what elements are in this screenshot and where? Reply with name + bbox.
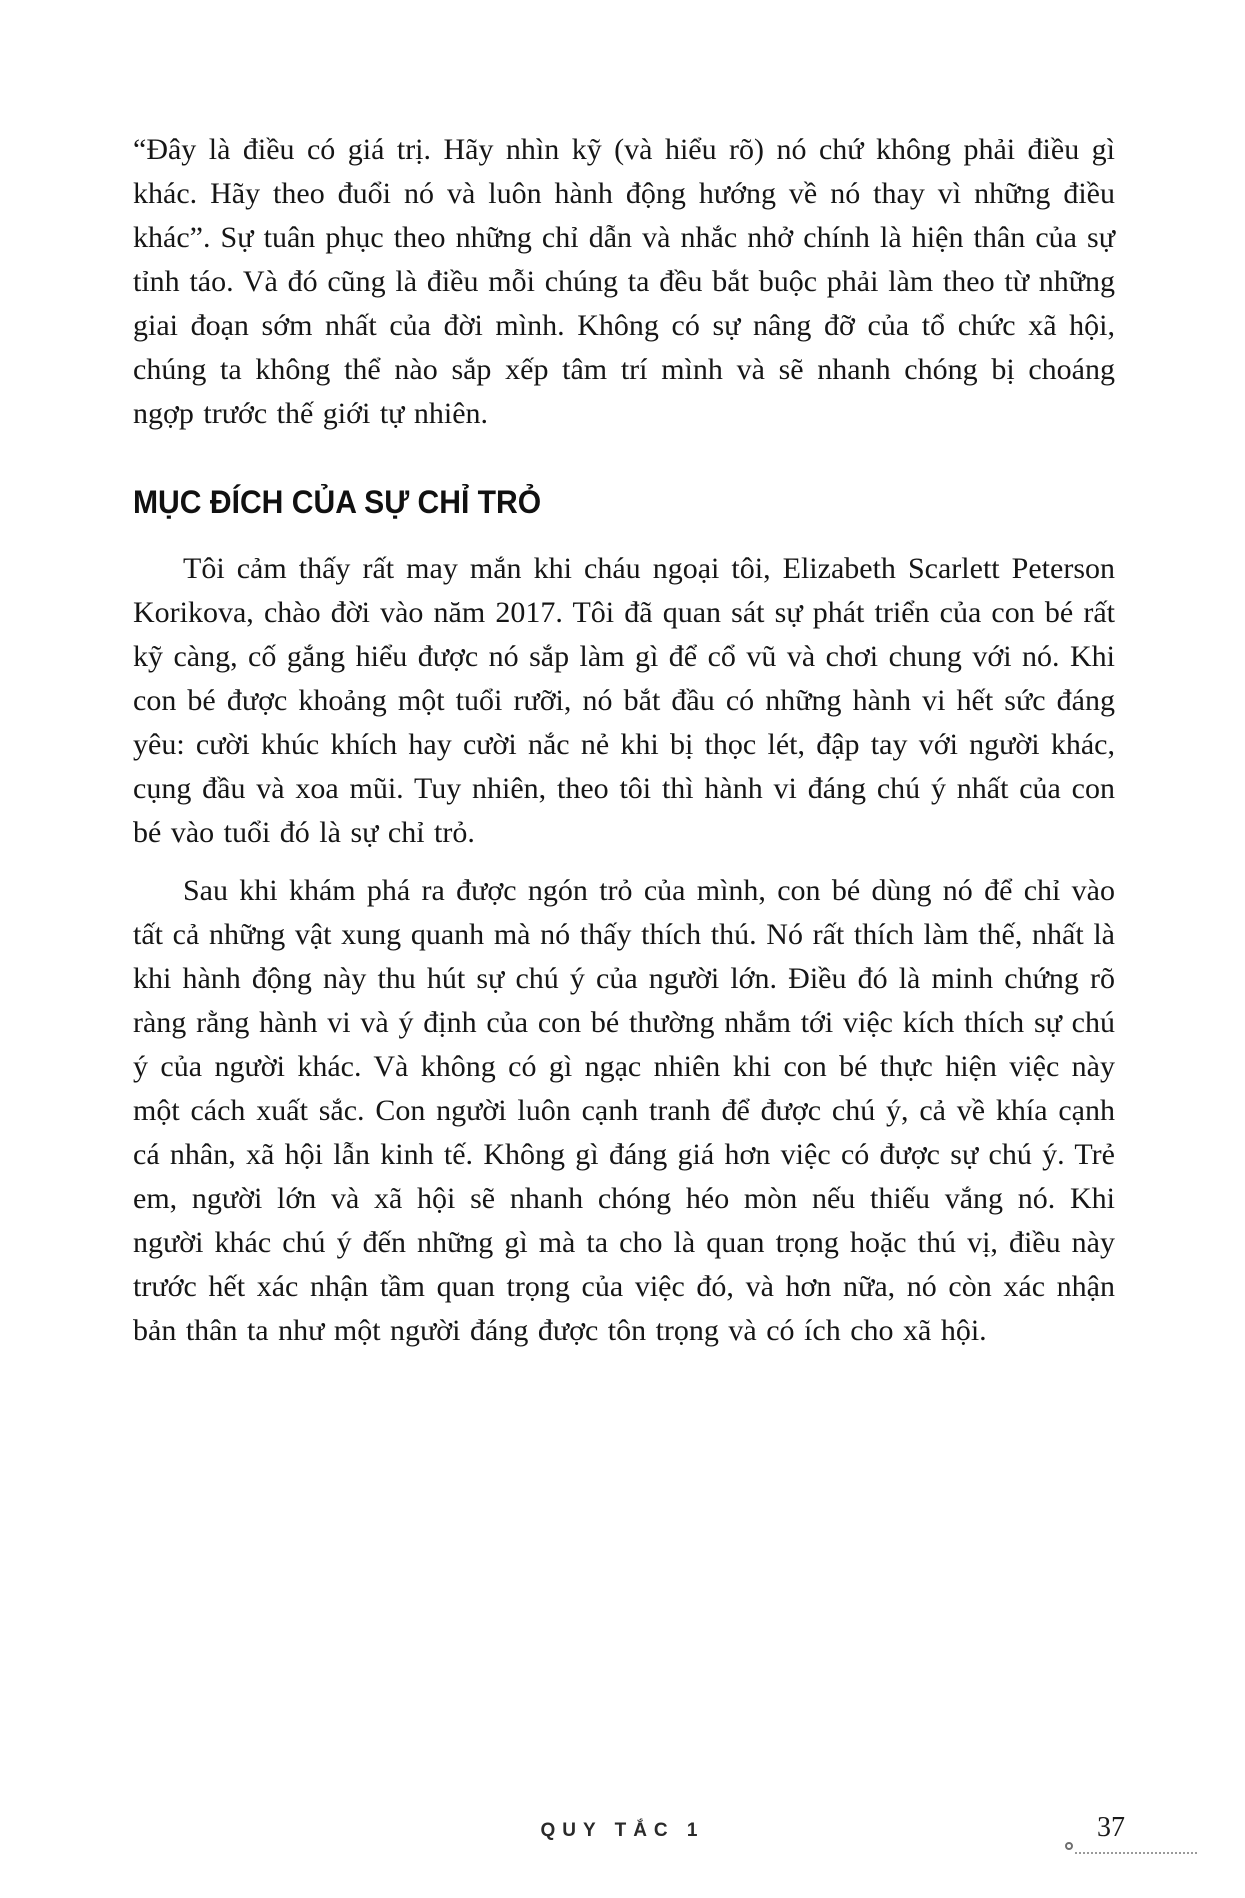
page-number: 37 [1097, 1812, 1125, 1843]
decorative-circle [1065, 1842, 1073, 1850]
paragraph-pointing: Sau khi khám phá ra được ngón trỏ của mình, con bé dùng nó để chỉ vào tất cả những vật xung quanh mà nó thấy thích thú. Nó rất thích làm thế, nhất là khi hành động này thu hút sự chú ý của người lớn. Điều đó là minh chứng rõ ràng rằng hành vi và ý định của con bé thường nhắm tới việc kích thích sự chú ý của người khác. Và không có gì ngạc nhiên khi con bé thực hiện việc này một cách xuất sắc. Con người luôn cạnh tranh để được chú ý, cả về khía cạnh cá nhân, xã hội lẫn kinh tế. Không gì đáng giá hơn việc có được sự chú ý. Trẻ em, người lớn và xã hội sẽ nhanh chóng héo mòn nếu thiếu vắng nó. Khi người khác chú ý đến những gì mà ta cho là quan trọng hoặc thú vị, điều này trước hết xác nhận tầm quan trọng của việc đó, và hơn nữa, nó còn xác nhận bản thân ta như một người đáng được tôn trọng và có ích cho xã hội. [133, 874, 1115, 1347]
page-number-block [1075, 1812, 1197, 1854]
text-block [133, 128, 1115, 1367]
page-footer [0, 1812, 1245, 1862]
paragraph-quote-continuation: “Đây là điều có giá trị. Hãy nhìn kỹ (và hiểu rõ) nó chứ không phải điều gì khác. Hãy theo đuổi nó và luôn hành động hướng về nó thay vì những điều khác”. Sự tuân phục theo những chỉ dẫn và nhắc nhở chính là hiện thân của sự tỉnh táo. Và đó cũng là điều mỗi chúng ta đều bắt buộc phải làm theo từ những giai đoạn sớm nhất của đời mình. Không có sự nâng đỡ của tổ chức xã hội, chúng ta không thể nào sắp xếp tâm trí mình và sẽ nhanh chóng bị choáng ngợp trước thế giới tự nhiên. [133, 133, 1115, 430]
section-heading: MỤC ĐÍCH CỦA SỰ CHỈ TRỎ [133, 484, 542, 520]
running-title: QUY TẮC 1 [540, 1820, 705, 1841]
paragraph-granddaughter: Tôi cảm thấy rất may mắn khi cháu ngoại tôi, Elizabeth Scarlett Peterson Korikova, chào đời vào năm 2017. Tôi đã quan sát sự phát triển của con bé rất kỹ càng, cố gắng hiểu được nó sắp làm gì để cổ vũ và chơi chung với nó. Khi con bé được khoảng một tuổi rưỡi, nó bắt đầu có những hành vi hết sức đáng yêu: cười khúc khích hay cười nắc nẻ khi bị thọc lét, đập tay với người khác, cụng đầu và xoa mũi. Tuy nhiên, theo tôi thì hành vi đáng chú ý nhất của con bé vào tuổi đó là sự chỉ trỏ. [133, 552, 1115, 849]
